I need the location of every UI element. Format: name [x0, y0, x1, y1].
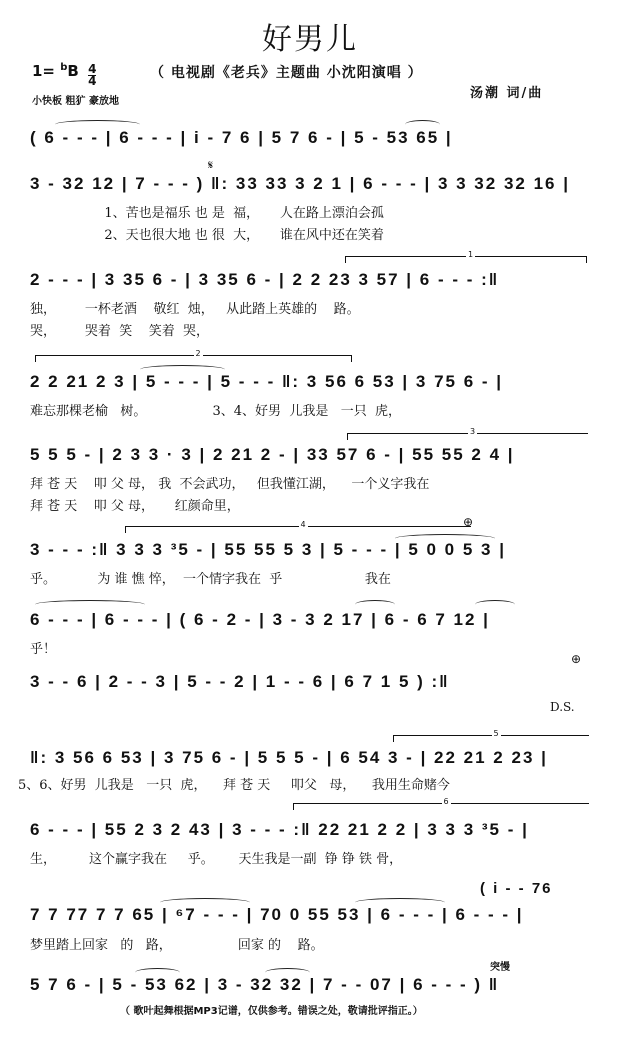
- score-row-11: [30, 905, 600, 931]
- notation-line: 3 - - 6 | 2 - - 3 | 5 - - 2 | 1 - - 6 | 6 7 1 5 ) :‖: [30, 672, 450, 691]
- time-sig-numerator: 4: [88, 62, 97, 76]
- notation-line-above: ( i - - 76: [480, 880, 553, 897]
- notation-line: ‖: 3 56 6 53 | 3 75 6 - | 5 5 5 - | 6 54 3 - | 22 21 2 23 |: [30, 748, 548, 767]
- score-row-10: [30, 820, 600, 846]
- score-row-9: [30, 748, 600, 774]
- flat-sign: b: [60, 62, 68, 73]
- notation-line: 2 2 21 2 3 | 5 - - - | 5 - - - ‖: 3 56 6 53 | 3 75 6 - |: [30, 372, 504, 391]
- score-row-12: [30, 975, 600, 1001]
- subtitle: （ 电视剧《老兵》主题曲 小沈阳演唱 ）: [150, 65, 423, 81]
- score-row-4: [30, 372, 600, 398]
- notation-line: 6 - - - | 55 2 3 2 43 | 3 - - - :‖ 22 21 2 2 | 3 3 3 ³5 - |: [30, 820, 529, 839]
- time-sig-denominator: 4: [88, 74, 97, 88]
- coda-icon: ⊕: [571, 652, 582, 666]
- notation-line: 6 - - - | 6 - - - | ( 6 - 2 - | 3 - 3 2 17 | 6 - 6 7 12 |: [30, 610, 490, 629]
- score-row-6: [30, 540, 600, 566]
- lyric-line-verse-1: 拜 苍 天 叩 父 母， 我 不会武功， 但我懂江湖， 一个义字我在: [30, 477, 430, 492]
- notation-line: ( 6 - - - | 6 - - - | i - 7 6 | 5 7 6 - | 5 - 53 65 |: [30, 128, 453, 147]
- ending-bracket-6: 6: [293, 803, 589, 810]
- time-signature: [88, 64, 96, 87]
- ending-bracket-2: 2: [35, 355, 352, 362]
- key-prefix: 1=: [32, 62, 56, 80]
- notation-line: 3 - - - :‖ 3 3 3 ³5 - | 55 55 5 3 | 5 - - - | 5 0 0 5 3 |: [30, 540, 506, 559]
- key-signature: [32, 62, 96, 87]
- ritardando-marking: 突慢: [490, 962, 510, 973]
- lyric-line-verse-2: 哭， 哭着 笑 笑着 哭，: [30, 324, 209, 339]
- notation-line: 7 7 77 7 7 65 | ⁶7 - - - | 70 0 55 53 | 6 - - - | 6 - - - |: [30, 905, 524, 924]
- ending-bracket-4: 4: [125, 526, 471, 533]
- author-credit: 汤潮 词/曲: [470, 86, 544, 101]
- lyric-line: 梦里踏上回家 的 路， 回家 的 路。: [30, 938, 324, 953]
- score-row-3: [30, 270, 600, 296]
- page-title: 好男儿: [262, 22, 358, 57]
- notation-line: 5 5 5 - | 2 3 3 · 3 | 2 21 2 - | 33 57 6 - | 55 55 2 4 |: [30, 445, 515, 464]
- transcription-note: （ 歌叶起舞根据MP3记谱，仅供参考。错误之处，敬请批评指正。）: [120, 1006, 423, 1017]
- notation-line: 2 - - - | 3 35 6 - | 3 35 6 - | 2 2 23 3 57 | 6 - - - :‖: [30, 270, 500, 289]
- slur: [355, 600, 395, 609]
- score-row-2: [30, 174, 600, 200]
- lyric-line-verse-2: 2、天也很大地 也 很 大， 谁在风中还在笑着: [30, 228, 384, 243]
- lyric-line: 5、6、好男 儿我是 一只 虎， 拜 苍 天 叩父 母， 我用生命赌今: [18, 778, 450, 793]
- key-note: B: [67, 62, 79, 80]
- score-row-7: [30, 610, 600, 636]
- dal-segno-marking: D.S.: [550, 700, 575, 714]
- ending-bracket-1: 1: [345, 256, 587, 263]
- segno-icon: 𝄋: [208, 158, 214, 172]
- lyric-line-verse-2: 拜 苍 天 叩 父 母， 红颜命里，: [30, 499, 240, 514]
- tempo-marking: 小快板 粗犷 豪放地: [32, 96, 119, 107]
- score-row-1: [30, 128, 600, 154]
- lyric-line: 难忘那棵老榆 树。 3、4、好男 儿我是 一只 虎，: [30, 404, 401, 419]
- notation-line: 3 - 32 12 | 7 - - - ) ‖: 33 33 3 2 1 | 6 - - - | 3 3 32 32 16 |: [30, 174, 570, 193]
- interlude-notes: [480, 880, 600, 906]
- slur: [35, 600, 145, 609]
- notation-line: 5 7 6 - | 5 - 53 62 | 3 - 32 32 | 7 - - 07 | 6 - - - ) ‖: [30, 975, 500, 994]
- ending-bracket-5: 5: [393, 735, 589, 742]
- lyric-line: 生， 这个赢字我在 乎。 天生我是一副 铮 铮 铁 骨，: [30, 852, 403, 867]
- lyric-line: 乎！: [30, 642, 57, 657]
- coda-icon: ⊕: [463, 515, 474, 529]
- score-row-8: [30, 672, 600, 698]
- slur: [475, 600, 515, 609]
- lyric-line-verse-1: 独， 一杯老酒 敬红 烛， 从此踏上英雄的 路。: [30, 302, 360, 317]
- lyric-line: 乎。 为 谁 憔 悴， 一个情字我在 乎 我在: [30, 572, 391, 587]
- lyric-line-verse-1: 1、苦也是福乐 也 是 福， 人在路上漂泊会孤: [30, 206, 384, 221]
- score-row-5: [30, 445, 600, 471]
- ending-bracket-3: 3: [347, 433, 588, 440]
